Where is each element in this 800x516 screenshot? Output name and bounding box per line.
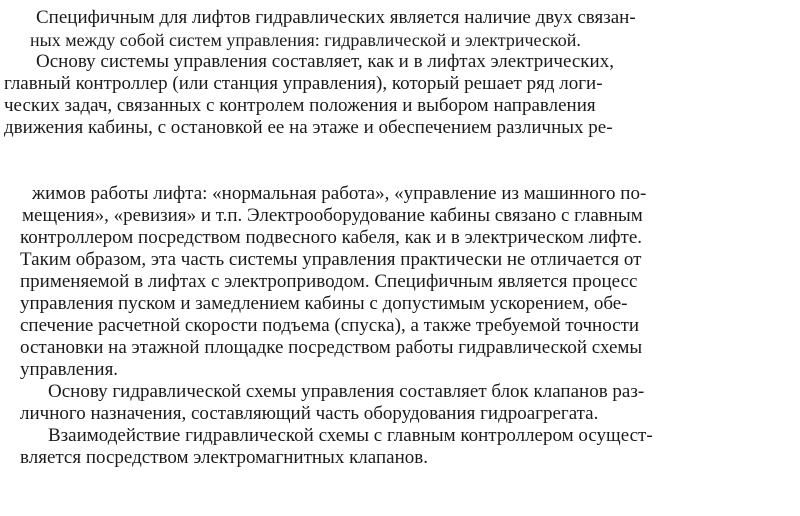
text-line: остановки на этажной площадке посредством работы гидравлической схемы (20, 337, 643, 358)
text-line: Специфичным для лифтов гидравлических является наличие двух связан- (36, 7, 636, 28)
text-line: вляется посредством электромагнитных клапанов. (20, 447, 428, 468)
text-line: Взаимодействие гидравлической схемы с главным контроллером осущест- (48, 425, 653, 446)
text-line: управления пуском и замедлением кабины с допустимым ускорением, обе- (20, 293, 628, 314)
text-block-top (0, 7, 636, 139)
text-block-bottom (0, 183, 653, 469)
text-line: жимов работы лифта: «нормальная работа», «управление из машинного по- (32, 183, 647, 204)
text-line: Основу системы управления составляет, как и в лифтах электрических, (36, 51, 614, 72)
text-line: управления. (20, 359, 119, 380)
text-line: ных между собой систем управления: гидравлической и электрической. (30, 30, 581, 50)
text-line: мещения», «ревизия» и т.п. Электрооборудование кабины связано с главным (22, 205, 643, 226)
text-line: Основу гидравлической схемы управления составляет блок клапанов раз- (48, 381, 645, 402)
text-line: контроллером посредством подвесного кабеля, как и в электрическом лифте. (20, 227, 643, 248)
text-line: главный контроллер (или станция управления), который решает ряд логи- (4, 73, 603, 94)
text-line: Таким образом, эта часть системы управления практически не отличается от (20, 249, 642, 270)
text-line: применяемой в лифтах с электроприводом. Специфичным является процесс (20, 271, 638, 292)
text-line: спечение расчетной скорости подъема (спуска), а также требуемой точности (20, 315, 640, 336)
text-line: личного назначения, составляющий часть оборудования гидроагрегата. (20, 403, 599, 424)
text-line: ческих задач, связанных с контролем положения и выбором направления (4, 95, 596, 116)
text-line: движения кабины, с остановкой ее на этаже и обеспечением различных ре- (4, 117, 613, 138)
